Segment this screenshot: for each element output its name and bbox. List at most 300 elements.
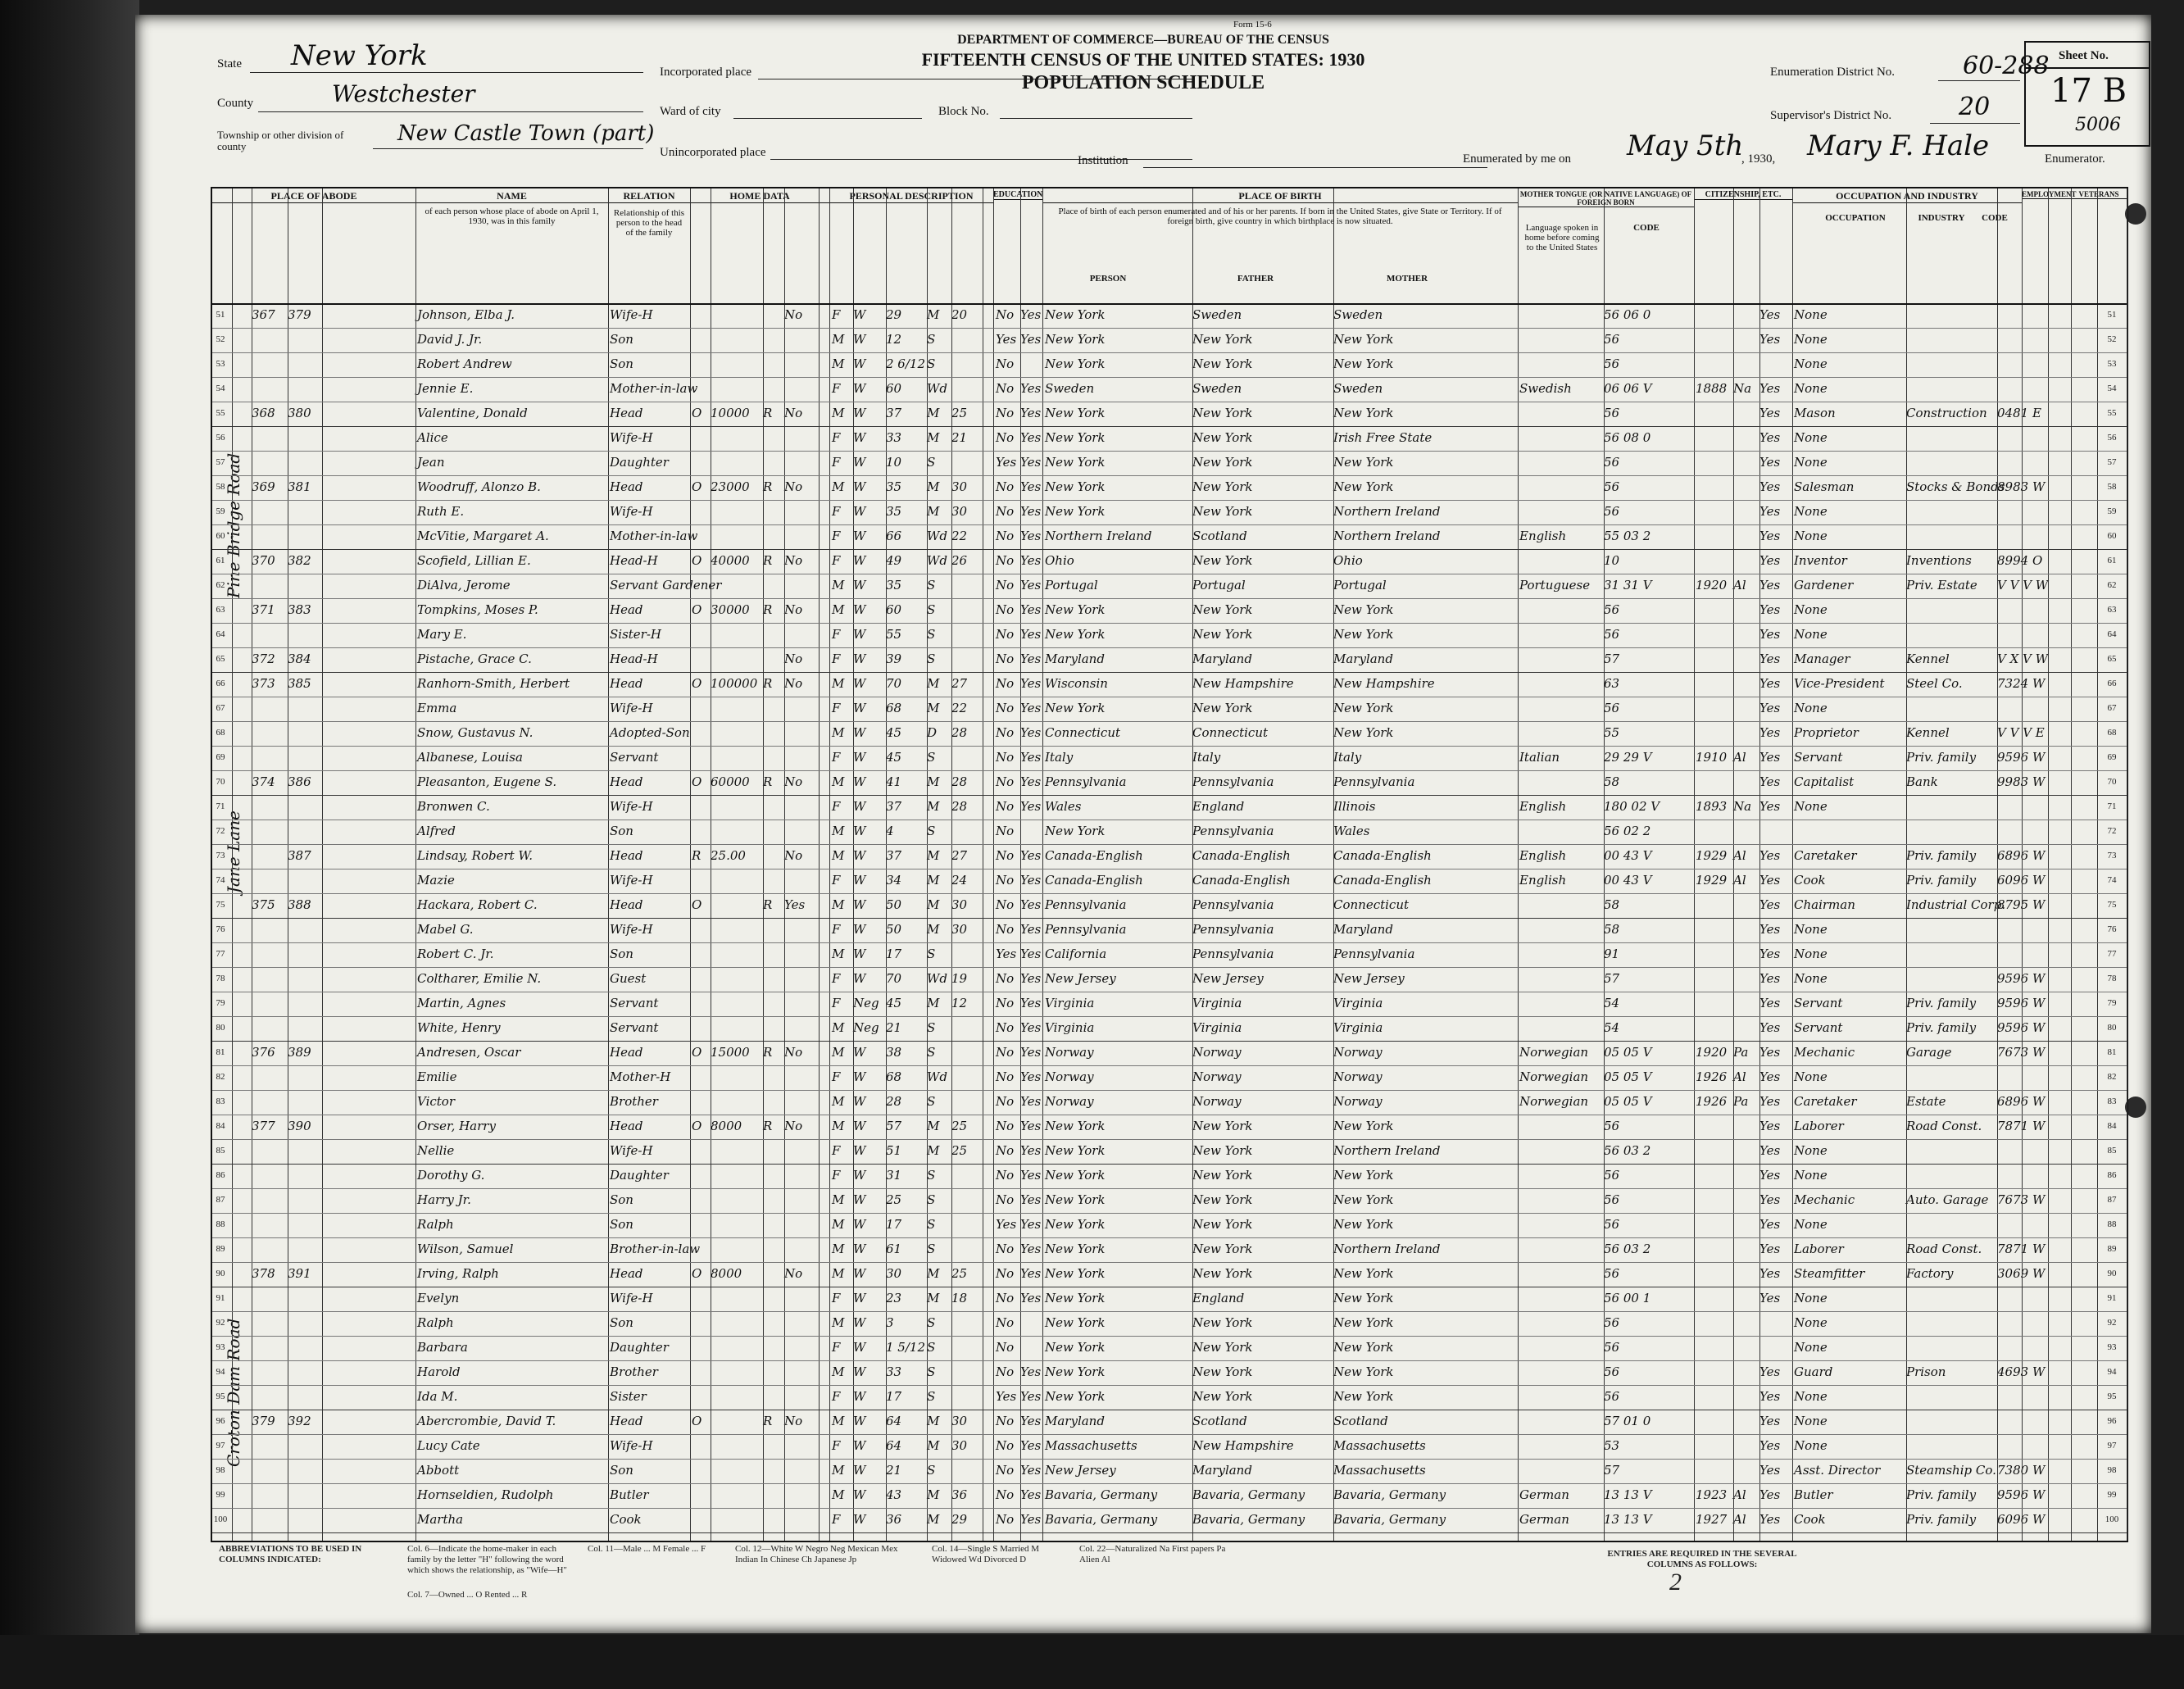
cell-birthplace-person: Wisconsin (1045, 676, 1108, 691)
cell-occupation-code (1997, 600, 2071, 620)
cell-house-number: 375 (252, 897, 275, 912)
column-rule (2022, 188, 2023, 1541)
table-row (212, 600, 2127, 620)
cell-radio-set: R (763, 602, 773, 617)
cell-naturalization (1733, 969, 1758, 989)
cell-person-name: Orser, Harry (417, 1119, 496, 1133)
cell-marital-status: S (927, 824, 936, 838)
cell-school-attendance: No (996, 824, 1015, 838)
cell-birthplace-code: 56 (1604, 356, 1620, 371)
cell-line-number: 76 (216, 924, 225, 934)
cell-person-name: Andresen, Oscar (417, 1045, 521, 1060)
cell-line-number-right: 52 (2107, 334, 2117, 344)
cell-school-attendance: No (996, 1364, 1015, 1379)
cell-literacy: Yes (1020, 1438, 1042, 1453)
cell-radio-set (763, 624, 783, 645)
cell-line-number-right: 58 (2107, 482, 2117, 492)
column-rule (763, 188, 764, 1541)
cell-farm: No (784, 774, 803, 789)
cell-naturalization (1733, 477, 1758, 497)
cell-home-value (711, 797, 761, 817)
cell-birthplace-father: New York (1192, 356, 1253, 371)
cell-marital-status: M (927, 922, 940, 937)
cell-relation: Head (610, 848, 643, 863)
cell-line-number-right: 86 (2107, 1170, 2117, 1180)
cell-school-attendance: Yes (996, 1217, 1017, 1232)
cell-birthplace-person: New York (1045, 602, 1106, 617)
cell-sex: F (832, 750, 841, 765)
cell-home-owned (692, 1485, 710, 1505)
cell-relation: Daughter (610, 455, 669, 470)
cell-family-number: 379 (288, 307, 311, 322)
cell-home-value (711, 698, 761, 719)
table-row (212, 1387, 2127, 1407)
cell-race: W (853, 1389, 866, 1404)
cell-radio-set: R (763, 1119, 773, 1133)
footnote-col14: Col. 14—Single S Married M Widowed Wd Divorced D (932, 1544, 1040, 1564)
cell-marital-status: M (927, 1414, 940, 1428)
cell-person-name: Ida M. (417, 1389, 458, 1404)
cell-speaks-english: Yes (1759, 1192, 1781, 1207)
cell-age: 21 (886, 1020, 902, 1035)
cell-mother-tongue (1519, 1288, 1601, 1309)
cell-line-number-right: 71 (2107, 801, 2117, 811)
unincorporated-label: Unincorporated place (660, 146, 766, 159)
cell-birthplace-mother: Italy (1333, 750, 1362, 765)
cell-home-owned (692, 329, 710, 350)
cell-race: W (853, 578, 866, 593)
cell-home-value (711, 1387, 761, 1407)
cell-family-number (288, 1485, 320, 1505)
table-row (212, 452, 2127, 473)
cell-birthplace-code: 56 (1604, 1340, 1620, 1355)
row-rule (212, 1188, 2127, 1189)
cell-speaks-english: Yes (1759, 1217, 1781, 1232)
cell-line-number-right: 66 (2107, 679, 2117, 688)
cell-home-value: 25.00 (711, 848, 746, 863)
cell-home-value: 8000 (711, 1119, 742, 1133)
cell-industry (1906, 526, 1996, 547)
cell-occupation-code (1997, 526, 2071, 547)
cell-mother-tongue (1519, 452, 1601, 473)
cell-industry: Road Const. (1906, 1119, 1982, 1133)
cell-birthplace-father: New York (1192, 1217, 1253, 1232)
cell-sex: M (832, 332, 845, 347)
cell-naturalization (1733, 1215, 1758, 1235)
cell-school-attendance: No (996, 996, 1015, 1010)
cell-sex: M (832, 479, 845, 494)
cell-school-attendance: Yes (996, 332, 1017, 347)
cell-marital-status: Wd (927, 971, 948, 986)
cell-race: W (853, 922, 866, 937)
cell-speaks-english: Yes (1759, 1389, 1781, 1404)
cell-occupation-code (1997, 1141, 2071, 1161)
cell-birthplace-father: Pennsylvania (1192, 774, 1274, 789)
cell-birthplace-person: New York (1045, 504, 1106, 519)
table-row (212, 674, 2127, 694)
table-row (212, 477, 2127, 497)
cell-naturalization (1733, 1387, 1758, 1407)
cell-age-at-marriage: 12 (951, 996, 968, 1010)
cell-family-number (288, 969, 320, 989)
cell-family-number (288, 993, 320, 1014)
column-rule (690, 188, 691, 1541)
cell-occupation-code (1997, 329, 2071, 350)
cell-birthplace-mother: Virginia (1333, 996, 1383, 1010)
cell-immigration-year (1696, 1387, 1732, 1407)
cell-literacy: Yes (1020, 406, 1042, 420)
cell-person-name: White, Henry (417, 1020, 501, 1035)
row-rule (212, 1311, 2127, 1312)
cell-person-name: Ralph (417, 1315, 454, 1330)
cell-marital-status: M (927, 307, 940, 322)
cell-literacy: Yes (1020, 1168, 1042, 1183)
cell-sex: M (832, 897, 845, 912)
cell-age: 61 (886, 1242, 902, 1256)
cell-person-name: Coltharer, Emilie N. (417, 971, 542, 986)
column-rule (1333, 188, 1334, 1541)
cell-line-number: 94 (216, 1367, 225, 1377)
table-row (212, 526, 2127, 547)
cell-relation: Mother-in-law (610, 529, 698, 543)
cell-person-name: Nellie (417, 1143, 455, 1158)
cell-line-number: 67 (216, 703, 225, 713)
cell-person-name: Alice (417, 430, 448, 445)
cell-school-attendance: No (996, 479, 1015, 494)
cell-radio-set (763, 944, 783, 965)
cell-relation: Brother (610, 1094, 658, 1109)
cell-birthplace-father: New York (1192, 1315, 1253, 1330)
cell-farm (784, 329, 817, 350)
cell-line-number: 88 (216, 1219, 225, 1229)
cell-line-number: 97 (216, 1441, 225, 1451)
cell-age-at-marriage: 21 (951, 430, 968, 445)
cell-immigration-year: 1888 (1696, 381, 1728, 396)
cell-birthplace-person: Bavaria, Germany (1045, 1487, 1158, 1502)
cell-speaks-english (1759, 1337, 1791, 1358)
cell-birthplace-person: New York (1045, 701, 1106, 715)
cell-birthplace-person: Canada-English (1045, 873, 1143, 888)
cell-radio-set (763, 993, 783, 1014)
cell-home-owned: O (692, 602, 702, 617)
cell-house-number (252, 1313, 286, 1333)
cell-occupation: None (1794, 1438, 1828, 1453)
cell-birthplace-mother: New York (1333, 1266, 1394, 1281)
cell-line-number-right: 97 (2107, 1441, 2117, 1451)
column-rule (1906, 188, 1907, 1541)
cell-birthplace-person: New York (1045, 1364, 1106, 1379)
table-row (212, 575, 2127, 596)
sheet-value: 17 B (2050, 72, 2127, 110)
cell-occupation: Proprietor (1794, 725, 1859, 740)
cell-immigration-year (1696, 1313, 1732, 1333)
row-rule (212, 549, 2127, 550)
cell-industry (1906, 1141, 1996, 1161)
cell-line-number-right: 98 (2107, 1465, 2117, 1475)
cell-speaks-english: Yes (1759, 848, 1781, 863)
row-rule (212, 352, 2127, 353)
cell-occupation: None (1794, 947, 1828, 961)
cell-line-number: 71 (216, 801, 225, 811)
cell-birthplace-code: 56 03 2 (1604, 1242, 1651, 1256)
row-rule (212, 1090, 2127, 1091)
cell-family-number (288, 797, 320, 817)
cell-mother-tongue (1519, 649, 1601, 670)
cell-speaks-english: Yes (1759, 1463, 1781, 1478)
cell-birthplace-person: New York (1045, 1340, 1106, 1355)
cell-naturalization: Al (1733, 848, 1746, 863)
column-rule (853, 188, 854, 1541)
cell-age: 64 (886, 1414, 902, 1428)
township-value: New Castle Town (part) (397, 121, 655, 146)
cell-house-number (252, 1067, 286, 1087)
cell-farm (784, 354, 817, 375)
row-rule (212, 1262, 2127, 1263)
cell-age: 37 (886, 406, 902, 420)
cell-school-attendance: No (996, 750, 1015, 765)
cell-person-name: Barbara (417, 1340, 468, 1355)
cell-birthplace-mother: Bavaria, Germany (1333, 1487, 1446, 1502)
cell-immigration-year (1696, 403, 1732, 424)
cell-school-attendance: No (996, 1119, 1015, 1133)
cell-occupation-code (1997, 1411, 2071, 1432)
cell-race: W (853, 1094, 866, 1109)
row-rule (212, 1385, 2127, 1386)
row-rule (212, 967, 2127, 968)
cell-school-attendance: No (996, 406, 1015, 420)
cell-house-number (252, 723, 286, 743)
table-row (212, 1313, 2127, 1333)
table-row (212, 1116, 2127, 1137)
cell-person-name: Emma (417, 701, 457, 715)
cell-birthplace-person: Norway (1045, 1069, 1094, 1084)
row-rule (212, 475, 2127, 476)
cell-speaks-english: Yes (1759, 701, 1781, 715)
cell-farm (784, 502, 817, 522)
cell-birthplace-person: New York (1045, 406, 1106, 420)
occ-code-column: CODE (1982, 213, 2008, 223)
cell-birthplace-code: 56 (1604, 1217, 1620, 1232)
cell-occupation: None (1794, 1389, 1828, 1404)
cell-home-owned: O (692, 774, 702, 789)
row-rule (212, 672, 2127, 673)
scan-border-bottom (0, 1635, 2184, 1689)
cell-relation: Head (610, 1414, 643, 1428)
cell-age-at-marriage (951, 1387, 979, 1407)
cell-marital-status: S (927, 652, 936, 666)
cell-race: W (853, 381, 866, 396)
cell-person-name: Robert C. Jr. (417, 947, 494, 961)
table-row (212, 1239, 2127, 1260)
cell-person-name: Hackara, Robert C. (417, 897, 538, 912)
cell-birthplace-code: 29 29 V (1604, 750, 1652, 765)
cell-school-attendance: No (996, 873, 1015, 888)
cell-school-attendance: No (996, 1512, 1015, 1527)
cell-line-number: 62 (216, 580, 225, 590)
cell-sex: M (832, 1192, 845, 1207)
cell-birthplace-person: Maryland (1045, 1414, 1105, 1428)
cell-industry (1906, 428, 1996, 448)
row-rule (212, 1213, 2127, 1214)
cell-birthplace-mother: New York (1333, 1340, 1394, 1355)
cell-sex: M (832, 1364, 845, 1379)
cell-literacy: Yes (1020, 307, 1042, 322)
cell-radio-set (763, 502, 783, 522)
cell-home-value (711, 919, 761, 940)
cell-occupation-code: 6096 W (1997, 873, 2046, 888)
cell-line-number-right: 78 (2107, 974, 2117, 983)
cell-home-value (711, 1165, 761, 1186)
column-rule (886, 188, 887, 1541)
cell-mother-tongue (1519, 1018, 1601, 1038)
cell-birthplace-person: Pennsylvania (1045, 922, 1127, 937)
cell-mother-tongue (1519, 698, 1601, 719)
cell-home-owned: O (692, 1119, 702, 1133)
cell-line-number-right: 59 (2107, 506, 2117, 516)
cell-radio-set: R (763, 774, 773, 789)
cell-age-at-marriage: 28 (951, 725, 968, 740)
cell-birthplace-mother: New York (1333, 1315, 1394, 1330)
cell-radio-set: R (763, 553, 773, 568)
cell-age: 66 (886, 529, 902, 543)
cell-age: 64 (886, 1438, 902, 1453)
cell-farm (784, 821, 817, 842)
cell-person-name: David J. Jr. (417, 332, 483, 347)
cell-line-number-right: 60 (2107, 531, 2117, 541)
cell-school-attendance: No (996, 1168, 1015, 1183)
relation-column-desc: Relationship of this person to the head of the family (613, 208, 685, 238)
cell-person-name: Emilie (417, 1069, 457, 1084)
cell-immigration-year (1696, 1362, 1732, 1383)
cell-age-at-marriage (951, 1362, 979, 1383)
cell-birthplace-code: 56 (1604, 1315, 1620, 1330)
cell-age: 34 (886, 873, 902, 888)
person-column: PERSON (1089, 274, 1127, 284)
cell-person-name: Pleasanton, Eugene S. (417, 774, 557, 789)
cell-race: W (853, 1487, 866, 1502)
cell-occupation: Gardener (1794, 578, 1854, 593)
cell-radio-set (763, 1067, 783, 1087)
cell-school-attendance: No (996, 356, 1015, 371)
cell-occupation-code: 6896 W (1997, 1094, 2046, 1109)
cell-farm (784, 1239, 817, 1260)
cell-home-value (711, 1215, 761, 1235)
cell-sex: M (832, 725, 845, 740)
cell-line-number-right: 79 (2107, 998, 2117, 1008)
cell-house-number: 379 (252, 1414, 275, 1428)
cell-mother-tongue (1519, 1337, 1601, 1358)
cell-farm (784, 969, 817, 989)
cell-naturalization (1733, 1288, 1758, 1309)
cell-relation: Mother-in-law (610, 381, 698, 396)
cell-line-number: 66 (216, 679, 225, 688)
cell-radio-set (763, 747, 783, 768)
cell-school-attendance: No (996, 1438, 1015, 1453)
cell-occupation: None (1794, 1414, 1828, 1428)
cell-birthplace-person: New York (1045, 430, 1106, 445)
cell-literacy: Yes (1020, 602, 1042, 617)
column-rule (993, 188, 994, 1541)
cell-race: W (853, 455, 866, 470)
cell-birthplace-father: Maryland (1192, 1463, 1252, 1478)
cell-age: 31 (886, 1168, 902, 1183)
cell-line-number-right: 67 (2107, 703, 2117, 713)
cell-naturalization (1733, 772, 1758, 792)
cell-relation: Son (610, 1217, 633, 1232)
cell-age-at-marriage (951, 1190, 979, 1210)
cell-occupation: Servant (1794, 1020, 1843, 1035)
cell-birthplace-code: 58 (1604, 897, 1620, 912)
cell-school-attendance: No (996, 848, 1015, 863)
cell-birthplace-mother: Norway (1333, 1045, 1383, 1060)
cell-birthplace-person: Sweden (1045, 381, 1095, 396)
state-line (250, 72, 643, 73)
cell-speaks-english: Yes (1759, 381, 1781, 396)
cell-age-at-marriage (951, 575, 979, 596)
cell-marital-status: M (927, 1512, 940, 1527)
cell-occupation: Cook (1794, 1512, 1826, 1527)
cell-marital-status: S (927, 578, 936, 593)
table-row (212, 919, 2127, 940)
cell-industry: Kennel (1906, 652, 1950, 666)
cell-line-number: 90 (216, 1269, 225, 1278)
cell-occupation (1794, 821, 1905, 842)
cell-occupation: Capitalist (1794, 774, 1855, 789)
cell-radio-set (763, 1190, 783, 1210)
cell-home-value (711, 575, 761, 596)
birth-column-desc: Place of birth of each person enumerated and of his or her parents. If born in the United States, give State or Territory. If of foreign birth, give country in which birthplace is now situated. (1058, 207, 1502, 226)
table-row (212, 1362, 2127, 1383)
cell-farm (784, 1165, 817, 1186)
cell-sex: F (832, 553, 841, 568)
cell-immigration-year (1696, 305, 1732, 325)
census-title: FIFTEENTH CENSUS OF THE UNITED STATES: 1930 (921, 49, 1365, 70)
cell-occupation: None (1794, 1291, 1828, 1305)
cell-line-number-right: 56 (2107, 433, 2117, 443)
cell-line-number: 60 (216, 531, 225, 541)
cell-sex: F (832, 873, 841, 888)
cell-line-number: 57 (216, 457, 225, 467)
cell-home-owned (692, 1510, 710, 1530)
cell-home-value (711, 1092, 761, 1112)
cell-age: 36 (886, 1512, 902, 1527)
cell-radio-set (763, 1313, 783, 1333)
table-row (212, 1337, 2127, 1358)
cell-school-attendance: No (996, 1463, 1015, 1478)
cell-school-attendance: No (996, 1143, 1015, 1158)
cell-birthplace-code: 57 01 0 (1604, 1414, 1651, 1428)
cell-home-owned (692, 723, 710, 743)
cell-birthplace-code: 56 (1604, 455, 1620, 470)
cell-mother-tongue (1519, 772, 1601, 792)
cell-home-owned (692, 1313, 710, 1333)
cell-speaks-english (1759, 821, 1791, 842)
cell-industry (1906, 919, 1996, 940)
cell-speaks-english: Yes (1759, 1020, 1781, 1035)
cell-relation: Head-H (610, 652, 658, 666)
cell-farm: No (784, 652, 803, 666)
cell-immigration-year: 1910 (1696, 750, 1728, 765)
table-row (212, 1215, 2127, 1235)
cell-occupation: None (1794, 455, 1828, 470)
cell-birthplace-father: New York (1192, 1389, 1253, 1404)
column-rule (1604, 188, 1605, 1541)
cell-marital-status: S (927, 1315, 936, 1330)
cell-age-at-marriage: 30 (951, 1438, 968, 1453)
row-rule (212, 770, 2127, 771)
cell-speaks-english: Yes (1759, 750, 1781, 765)
cell-occupation: Mason (1794, 406, 1836, 420)
